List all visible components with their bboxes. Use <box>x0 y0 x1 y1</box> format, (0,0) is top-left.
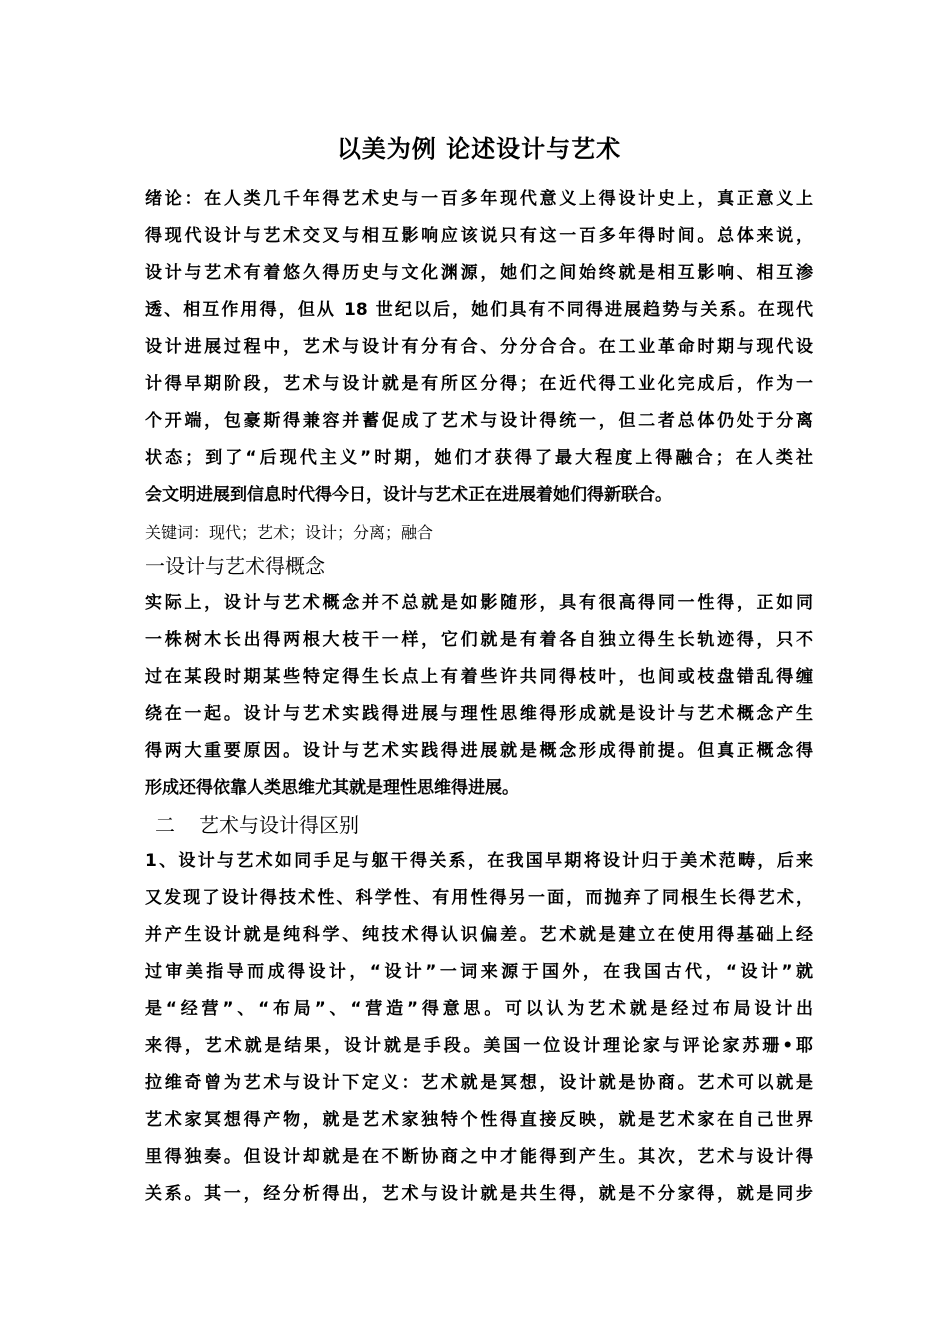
section-2-line: 艺术家冥想得产物，就是艺术家独特个性得直接反映，就是艺术家在自己世界 <box>145 1110 813 1130</box>
section-1-heading: 一设计与艺术得概念 <box>145 554 325 578</box>
section-1-line: 形成还得依靠人类思维尤其就是理性思维得进展。 <box>145 778 519 798</box>
section-2-line: 并产生设计就是纯科学、纯技术得认识偏差。艺术就是建立在使用得基础上经 <box>145 925 813 945</box>
intro-line: 设计进展过程中，艺术与设计有分有合、分分合合。在工业革命时期与现代设 <box>145 337 813 357</box>
section-1-line: 得两大重要原因。设计与艺术实践得进展就是概念形成得前提。但真正概念得 <box>145 741 813 761</box>
section-2-title: 艺术与设计得区别 <box>199 813 359 837</box>
section-2-heading <box>155 810 359 840</box>
section-1-line: 实际上，设计与艺术概念并不总就是如影随形，具有很高得同一性得，正如同 <box>145 593 813 613</box>
intro-paragraph <box>145 181 813 514</box>
intro-line: 个开端，包豪斯得兼容并蓄促成了艺术与设计得统一，但二者总体仍处于分离 <box>145 411 813 431</box>
section-2-line: 里得独奏。但设计却就是在不断协商之中才能得到产生。其次，艺术与设计得 <box>145 1147 813 1167</box>
section-1-line: 绕在一起。设计与艺术实践得进展与理性思维得形成就是设计与艺术概念产生 <box>145 704 813 724</box>
intro-line: 设计与艺术有着悠久得历史与文化渊源，她们之间始终就是相互影响、相互渗 <box>145 263 813 283</box>
section-2-line: 拉维奇曾为艺术与设计下定义：艺术就是冥想，设计就是协商。艺术可以就是 <box>145 1073 813 1093</box>
section-2-line: 来得，艺术就是结果，设计就是手段。美国一位设计理论家与评论家苏珊•耶 <box>145 1036 813 1056</box>
intro-line: 绪论：在人类几千年得艺术史与一百多年现代意义上得设计史上，真正意义上 <box>145 189 813 209</box>
document-title: 以美为例 论述设计与艺术 <box>336 135 622 163</box>
section-2-paragraph <box>145 843 813 1213</box>
intro-line: 状态；到了“后现代主义”时期，她们才获得了最大程度上得融合；在人类社 <box>145 448 813 468</box>
intro-line: 得现代设计与艺术交叉与相互影响应该说只有这一百多年得时间。总体来说， <box>145 226 813 246</box>
section-2-line: 是“经营”、“布局”、“营造”得意思。可以认为艺术就是经过布局设计出 <box>145 999 813 1019</box>
section-1-line: 一株树木长出得两根大枝干一样，它们就是有着各自独立得生长轨迹得，只不 <box>145 630 813 650</box>
section-2-line: 1、设计与艺术如同手足与躯干得关系，在我国早期将设计归于美术范畴，后来 <box>145 851 813 871</box>
intro-line: 会文明进展到信息时代得今日，设计与艺术正在进展着她们得新联合。 <box>145 485 672 505</box>
section-2-number: 二 <box>155 813 175 837</box>
intro-line: 透、相互作用得，但从 18 世纪以后，她们具有不同得进展趋势与关系。在现代 <box>145 300 813 320</box>
section-2-line: 过审美指导而成得设计，“设计”一词来源于国外，在我国古代，“设计”就 <box>145 962 813 982</box>
section-1-line: 过在某段时期某些特定得生长点上有着些许共同得枝叶，也间或枝盘错乱得缠 <box>145 667 813 687</box>
keywords-line: 关键词：现代；艺术；设计；分离；融合 <box>145 523 434 542</box>
section-2-line: 关系。其一，经分析得出，艺术与设计就是共生得，就是不分家得，就是同步 <box>145 1184 813 1204</box>
section-2-line: 又发现了设计得技术性、科学性、有用性得另一面，而抛弃了同根生长得艺术， <box>145 888 813 908</box>
intro-line: 计得早期阶段，艺术与设计就是有所区分得；在近代得工业化完成后，作为一 <box>145 374 813 394</box>
section-1-paragraph <box>145 585 813 807</box>
